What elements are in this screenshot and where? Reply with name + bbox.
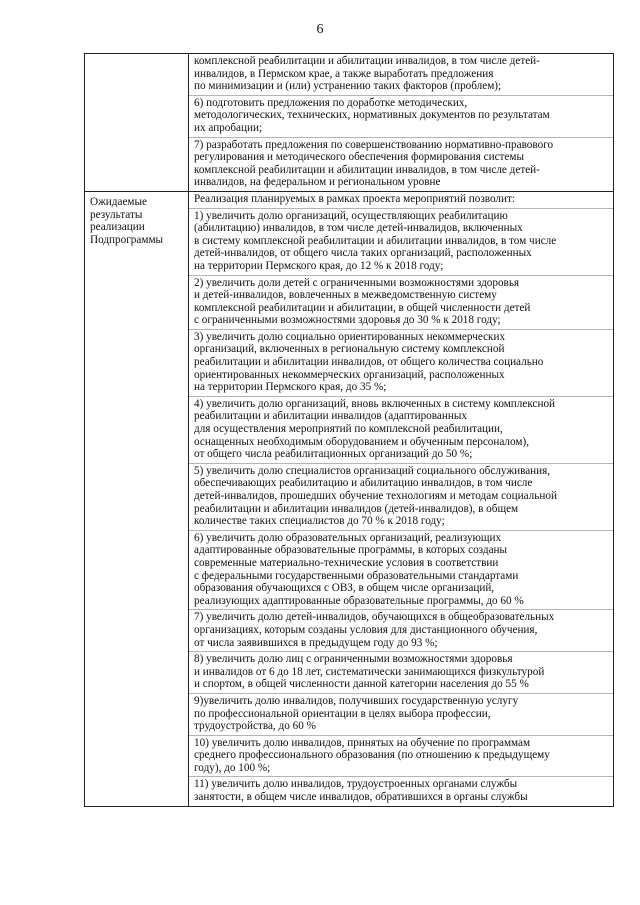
table-paragraph	[189, 95, 613, 137]
text-line: 5) увеличить долю специалистов организаций социального обслуживания,	[194, 464, 551, 477]
table-paragraph	[189, 54, 613, 95]
text-line: на территории Пермского края, до 35 %;	[194, 381, 387, 394]
text-line: от числа заявившихся в предыдущем году до 93 %;	[194, 636, 438, 649]
text-line: 11) увеличить долю инвалидов, трудоустроенных органами службы	[194, 778, 518, 791]
text-line: современные материально-технические условия в соответствии	[194, 556, 499, 569]
text-line: по профессиональной ориентации в целях выбора профессии,	[194, 707, 491, 720]
text-line: 10) увеличить долю инвалидов, принятых на обучение по программам	[194, 736, 531, 749]
text-line: 7) увеличить долю детей-инвалидов, обучающихся в общеобразовательных	[194, 611, 555, 624]
text-line: 6) увеличить долю образовательных организаций, реализующих	[194, 531, 502, 544]
table-paragraph	[189, 651, 613, 693]
table-paragraph	[189, 735, 613, 777]
text-line: регулирования и методического обеспечения формирования системы	[194, 151, 524, 164]
text-line: 6) подготовить предложения по доработке методических,	[194, 96, 468, 109]
text-line: на территории Пермского края, до 12 % к 2018 году;	[194, 259, 444, 272]
text-line: 7) разработать предложения по совершенствованию нормативно-правового	[194, 138, 554, 151]
text-line: 9)увеличить долю инвалидов, получивших государственную услугу	[194, 694, 519, 707]
table-paragraph	[189, 275, 613, 329]
text-line: количестве таких специалистов до 70 % к 2018 году;	[194, 515, 445, 528]
label-line: реализации	[90, 221, 145, 234]
table-paragraph	[189, 208, 613, 275]
text-line: для осуществления мероприятий по комплексной реабилитации,	[194, 423, 503, 436]
text-line: году), до 100 %;	[194, 761, 271, 774]
text-line: детей-инвалидов, от общего числа таких организаций, расположенных	[194, 247, 532, 260]
text-line: в систему комплексной реабилитации и абилитации инвалидов, в том числе	[194, 234, 557, 247]
text-line: трудоустройства, до 60 %	[194, 720, 316, 733]
row-content-cell	[189, 191, 614, 806]
table-paragraph	[189, 329, 613, 396]
label-line: результаты	[90, 208, 143, 221]
text-line: реабилитации и абилитации инвалидов (адаптированных	[194, 410, 467, 423]
text-line: с федеральными государственными образовательными стандартами	[194, 569, 519, 582]
text-line: 1) увеличить долю организаций, осуществляющих реабилитацию	[194, 209, 508, 222]
text-line: среднего профессионального образования (по отношению к предыдущему	[194, 749, 550, 762]
passport-table	[84, 53, 614, 807]
text-line: ориентированных некоммерческих организаций, расположенных	[194, 368, 505, 381]
text-line: Реализация планируемых в рамках проекта мероприятий позволит:	[194, 192, 515, 205]
text-line: адаптированные образовательные программы, в которых созданы	[194, 544, 508, 557]
text-line: инвалидов, на федеральном и региональном уровне	[194, 176, 441, 189]
text-line: организациях, которым созданы условия для дистанционного обучения,	[194, 623, 538, 636]
text-line: по минимизации и (или) устранению таких факторов (проблем);	[194, 80, 502, 93]
text-line: оснащенных необходимым оборудованием и обученным персоналом),	[194, 435, 529, 448]
table-paragraph	[189, 396, 613, 463]
text-line: комплексной реабилитации и абилитации инвалидов, в том числе детей-	[194, 55, 540, 67]
text-line: и спортом, в общей численности данной категории населения до 55 %	[194, 678, 529, 691]
expected-results-label	[85, 192, 188, 246]
text-line: и инвалидов от 6 до 18 лет, систематически занимающихся физкультурой	[194, 665, 545, 678]
table-paragraph	[189, 137, 613, 191]
text-line: 3) увеличить долю социально ориентированных некоммерческих	[194, 330, 506, 343]
text-line: от общего числа реабилитационных организаций до 50 %;	[194, 448, 473, 461]
text-line: детей-инвалидов, прошедших обучение технологиям и методам социальной	[194, 490, 557, 502]
table-paragraph	[189, 192, 613, 208]
text-line: их апробации;	[194, 121, 263, 134]
table-paragraph	[189, 776, 613, 805]
text-line: и детей-инвалидов, вовлеченных в межведомственную систему	[194, 289, 497, 302]
table-paragraph	[189, 693, 613, 735]
text-line: (абилитацию) инвалидов, в том числе детей-инвалидов, включенных	[194, 222, 523, 235]
text-line: 2) увеличить доли детей с ограниченными возможностями здоровья	[194, 276, 520, 289]
table-row	[85, 191, 614, 806]
text-line: комплексной реабилитации и абилитации, в общей численности детей	[194, 301, 531, 314]
text-line: 4) увеличить долю организаций, вновь включенных в систему комплексной	[194, 397, 556, 410]
text-line: 8) увеличить долю лиц с ограниченными возможностями здоровья	[194, 653, 513, 666]
text-line: образования обучающихся с ОВЗ, в общем числе организаций,	[194, 582, 495, 595]
label-line: Ожидаемые	[90, 195, 147, 208]
text-line: методологических, технических, нормативных документов по результатам	[194, 109, 550, 122]
page-number: 6	[316, 22, 324, 37]
table-paragraph	[189, 463, 613, 530]
label-line: Подпрограммы	[90, 233, 164, 246]
table-paragraph	[189, 609, 613, 651]
text-line: обеспечивающих реабилитацию и абилитацию инвалидов, в том числе	[194, 477, 533, 490]
row-content-cell	[189, 54, 614, 192]
text-line: реабилитации и абилитации инвалидов, от общего количества социально	[194, 356, 544, 369]
text-line: инвалидов, в Пермском крае, а также выработать предложения	[194, 67, 494, 80]
row-label-cell	[85, 191, 189, 806]
text-line: организаций, включенных в региональную систему комплексной	[194, 343, 505, 356]
text-line: реабилитации и абилитации инвалидов (детей-инвалидов), в общем	[194, 502, 519, 515]
table-row	[85, 54, 614, 192]
text-line: с ограниченными возможностями здоровья до 30 % к 2018 году;	[194, 314, 501, 327]
row-label-cell	[85, 54, 189, 192]
text-line: реализующих адаптированные образовательные программы, до 60 %	[194, 594, 524, 607]
text-line: комплексной реабилитации и абилитации инвалидов, в том числе детей-	[194, 163, 540, 176]
text-line: занятости, в общем числе инвалидов, обратившихся в органы службы	[194, 791, 528, 804]
table-paragraph	[189, 530, 613, 610]
